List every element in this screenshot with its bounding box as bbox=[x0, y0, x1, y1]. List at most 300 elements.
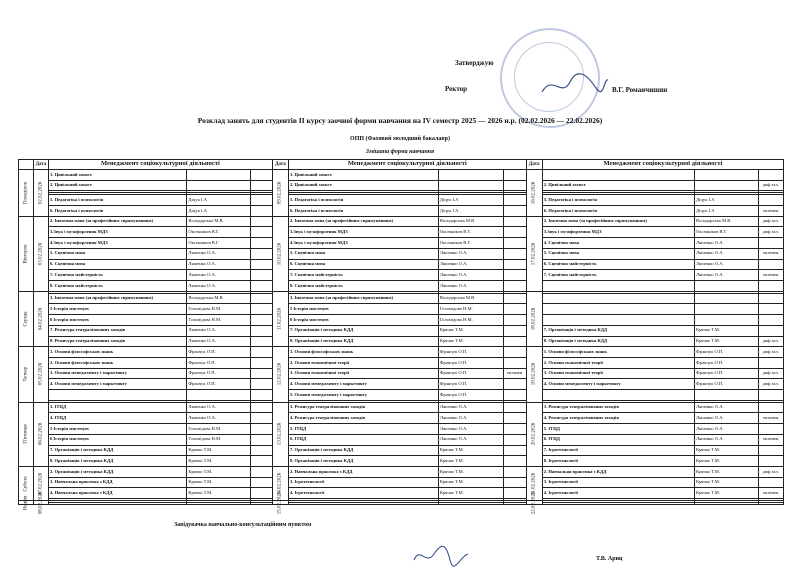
lesson-note bbox=[250, 248, 272, 259]
lesson-teacher: Ляшенко О.А. bbox=[695, 238, 758, 249]
lesson-teacher: Ляшенко О.А. bbox=[187, 336, 250, 347]
lesson-teacher: Франчук О.П. bbox=[695, 357, 758, 368]
table-row bbox=[19, 216, 784, 227]
lesson-note bbox=[250, 170, 272, 181]
lesson-note: диф.зал. bbox=[758, 347, 784, 358]
lesson-subject: 5. Основи менеджменту і маркетингу bbox=[288, 390, 438, 401]
lesson-note: диф.зал. bbox=[758, 336, 784, 347]
lesson-teacher: Ляшенко О.А. bbox=[695, 413, 758, 424]
lesson-note bbox=[758, 402, 784, 413]
lesson-note bbox=[503, 467, 526, 478]
lesson-note bbox=[503, 402, 526, 413]
lesson-note bbox=[503, 390, 526, 401]
lesson-subject: 1. Цивільний захист bbox=[288, 170, 438, 181]
table-row bbox=[19, 325, 784, 336]
lesson-note: екзамен bbox=[758, 434, 784, 445]
lesson-note bbox=[250, 347, 272, 358]
lesson-subject: 3. Основи економічної теорії bbox=[288, 368, 438, 379]
table-row bbox=[19, 456, 784, 467]
lesson-teacher: Крячко Т.М. bbox=[438, 488, 503, 499]
date-label: 04.02.2026 bbox=[38, 307, 44, 331]
date-label: 06.02.2026 bbox=[38, 423, 44, 446]
lesson-subject: 4. Ігротехнології bbox=[542, 488, 694, 499]
lesson-note bbox=[503, 270, 526, 281]
date-label: 08.02.2026 bbox=[38, 491, 44, 514]
lesson-note: екзамен bbox=[758, 270, 784, 281]
lesson-subject: 2. Цивільний захист bbox=[288, 180, 438, 191]
lesson-note: диф.зал. bbox=[758, 467, 784, 478]
lesson-subject bbox=[542, 304, 694, 315]
lesson-teacher: Діцук І.А bbox=[695, 205, 758, 216]
lesson-teacher: Франчук О.П. bbox=[438, 357, 503, 368]
lesson-subject: 6. Сценічна мова bbox=[48, 259, 186, 270]
header-specialty: Менеджмент соціокультурної діяльності bbox=[48, 160, 272, 170]
lesson-subject bbox=[542, 390, 694, 401]
lesson-note bbox=[250, 238, 272, 249]
lesson-subject: 6. Педагогіка і психологія bbox=[542, 205, 694, 216]
lesson-note bbox=[250, 424, 272, 435]
day-name-cell bbox=[19, 216, 34, 291]
lesson-subject: 1. Цивільний захист bbox=[48, 170, 186, 181]
date-label: 22.02.2026 bbox=[531, 491, 537, 514]
lesson-teacher: Ляшенко О.А. bbox=[187, 248, 250, 259]
lesson-subject: 2. Іноземна мова (за професійним спрямуванням) bbox=[48, 216, 186, 227]
lesson-note bbox=[758, 281, 784, 292]
lesson-note bbox=[758, 424, 784, 435]
lesson-subject: 5 Історія мистецтв bbox=[48, 304, 186, 315]
table-row bbox=[19, 170, 784, 181]
lesson-subject bbox=[48, 390, 186, 401]
lesson-note bbox=[758, 357, 784, 368]
table-row bbox=[19, 445, 784, 456]
lesson-teacher: Голомідова Н.М. bbox=[438, 315, 503, 326]
day-name: П'ятниця bbox=[23, 424, 29, 445]
rector-name: В.Г. Романчишин bbox=[612, 86, 668, 94]
lesson-note: екзамен bbox=[758, 205, 784, 216]
lesson-subject: 7. Ігротехнології bbox=[542, 445, 694, 456]
lesson-teacher: Оксенніков В.Г. bbox=[438, 227, 503, 238]
lesson-subject: 4. Сценічна мова bbox=[542, 238, 694, 249]
date-cell bbox=[272, 347, 288, 403]
lesson-subject: 2. Іноземна мова (за професійним спрямуванням) bbox=[542, 216, 694, 227]
lesson-note bbox=[503, 445, 526, 456]
lesson-teacher: Крячко Т.М. bbox=[695, 445, 758, 456]
lesson-subject: 5. ІТЦД bbox=[542, 424, 694, 435]
lesson-teacher: Голомідова Н.М. bbox=[187, 315, 250, 326]
lesson-subject bbox=[48, 503, 186, 505]
lesson-teacher: Крячко Т.М. bbox=[695, 325, 758, 336]
lesson-subject: 3.Звук і музофорлення МДЗ bbox=[288, 227, 438, 238]
date-label: 16.02.2026 bbox=[531, 181, 537, 205]
table-row bbox=[19, 402, 784, 413]
date-label: 15.02.2026 bbox=[277, 491, 283, 514]
lesson-subject: 6. Педагогіка і психологія bbox=[288, 205, 438, 216]
lesson-subject: 7. Організація і методика КДД bbox=[542, 325, 694, 336]
lesson-subject: 8. Сценічна майстерність bbox=[288, 281, 438, 292]
lesson-subject bbox=[542, 315, 694, 326]
table-row bbox=[19, 248, 784, 259]
lesson-teacher: Ляшенко О.А. bbox=[438, 413, 503, 424]
lesson-note bbox=[503, 293, 526, 304]
lesson-teacher: Володарська М.В. bbox=[695, 216, 758, 227]
date-cell bbox=[526, 216, 542, 291]
lesson-note bbox=[250, 379, 272, 390]
day-name: Субота bbox=[23, 476, 29, 492]
lesson-subject: 4. Навчальна практика з КДД bbox=[48, 488, 186, 499]
date-cell bbox=[33, 216, 48, 291]
lesson-teacher: Оксенніков В.Г. bbox=[695, 227, 758, 238]
lesson-subject: 2. Основи економічної теорії bbox=[288, 357, 438, 368]
lesson-note bbox=[503, 259, 526, 270]
lesson-subject: 3. Ігротехнології bbox=[542, 477, 694, 488]
lesson-note bbox=[758, 170, 784, 181]
lesson-subject: 8. Сценічна майстерність bbox=[48, 281, 186, 292]
lesson-teacher bbox=[187, 503, 250, 505]
lesson-teacher: Володарська М.В. bbox=[187, 216, 250, 227]
date-label: 12.02.2026 bbox=[277, 363, 283, 386]
lesson-note bbox=[503, 325, 526, 336]
footer-head-name: Т.В. Ариц bbox=[596, 556, 623, 562]
date-cell bbox=[272, 170, 288, 217]
date-cell bbox=[33, 347, 48, 403]
lesson-subject: 5. Сценічна мова bbox=[542, 248, 694, 259]
lesson-subject bbox=[542, 170, 694, 181]
table-row bbox=[19, 477, 784, 488]
date-cell bbox=[33, 402, 48, 466]
lesson-note bbox=[250, 434, 272, 445]
program-label: ОПП (Фаховий молодший бакалавр) bbox=[350, 136, 450, 142]
table-row bbox=[19, 238, 784, 249]
table-row bbox=[19, 315, 784, 326]
lesson-subject: 1. Основи філософських знань bbox=[288, 347, 438, 358]
lesson-note: екзамен bbox=[758, 488, 784, 499]
lesson-teacher: Оксенніков В.Г. bbox=[187, 238, 250, 249]
lesson-note bbox=[503, 281, 526, 292]
lesson-note bbox=[250, 402, 272, 413]
lesson-note bbox=[503, 357, 526, 368]
lesson-subject: 2. Основи філософських знань bbox=[48, 357, 186, 368]
lesson-teacher: Крячко Т.М. bbox=[438, 456, 503, 467]
table-row bbox=[19, 293, 784, 304]
lesson-teacher: Крячко Т.М. bbox=[695, 467, 758, 478]
lesson-subject: 6. Сценічна мова bbox=[288, 259, 438, 270]
lesson-note bbox=[503, 503, 526, 505]
lesson-subject: 5. Сценічна мова bbox=[48, 248, 186, 259]
lesson-teacher bbox=[695, 503, 758, 505]
day-name: Середа bbox=[23, 311, 29, 327]
lesson-teacher: Ляшенко О.А. bbox=[187, 270, 250, 281]
lesson-teacher bbox=[695, 293, 758, 304]
lesson-subject: 6 Історія мистецтв bbox=[48, 434, 186, 445]
lesson-teacher: Крячко Т.М. bbox=[187, 477, 250, 488]
lesson-note bbox=[503, 248, 526, 259]
lesson-teacher: Володарська М.В. bbox=[438, 216, 503, 227]
lesson-teacher bbox=[187, 390, 250, 401]
lesson-note bbox=[250, 205, 272, 216]
lesson-teacher: Ляшенко О.А. bbox=[438, 281, 503, 292]
lesson-teacher: Франчук О.П. bbox=[438, 379, 503, 390]
lesson-subject bbox=[542, 503, 694, 505]
lesson-subject: 6 Історія мистецтв bbox=[48, 315, 186, 326]
lesson-subject: 8. Організація і методика КДД bbox=[288, 336, 438, 347]
lesson-subject: 5. Педагогіка і психологія bbox=[48, 195, 186, 206]
lesson-subject: 4. Режисура театралізованих заходів bbox=[542, 413, 694, 424]
lesson-subject: 7. Організація і методика КДД bbox=[288, 445, 438, 456]
lesson-teacher: Ляшенко О.А. bbox=[438, 270, 503, 281]
lesson-subject: 5. Педагогіка і психологія bbox=[288, 195, 438, 206]
lesson-note bbox=[250, 336, 272, 347]
date-label: 02.02.2026 bbox=[38, 181, 44, 205]
lesson-teacher: Франчук О.П. bbox=[695, 347, 758, 358]
lesson-subject: 2. Навчальна практика з КДД bbox=[542, 467, 694, 478]
header-date: Дата bbox=[526, 160, 542, 170]
lesson-teacher bbox=[695, 315, 758, 326]
lesson-subject: 3. Навчальна практика з КДД bbox=[48, 477, 186, 488]
table-row bbox=[19, 227, 784, 238]
lesson-teacher: Ляшенко О.А. bbox=[695, 434, 758, 445]
lesson-teacher: Ляшенко О.А. bbox=[695, 402, 758, 413]
lesson-subject: 2. Цивільний захист bbox=[542, 180, 694, 191]
date-label: 11.02.2026 bbox=[277, 307, 283, 331]
table-row bbox=[19, 379, 784, 390]
lesson-subject: 3. Основи менеджменту і маркетингу bbox=[48, 368, 186, 379]
lesson-teacher: Ляшенко О.А. bbox=[695, 259, 758, 270]
date-cell bbox=[526, 170, 542, 217]
lesson-subject: 7. Режисура театралізованих заходів bbox=[48, 325, 186, 336]
lesson-subject bbox=[288, 503, 438, 505]
lesson-teacher bbox=[695, 390, 758, 401]
table-row bbox=[19, 368, 784, 379]
lesson-subject: 2. Навчальна практика з КДД bbox=[288, 467, 438, 478]
lesson-note bbox=[503, 456, 526, 467]
lesson-subject: 6. Сценічна майстерність bbox=[542, 259, 694, 270]
header-specialty: Менеджмент соціокультурної діяльності bbox=[288, 160, 526, 170]
lesson-subject: 2. Основи економічної теорії bbox=[542, 357, 694, 368]
day-name-cell bbox=[19, 495, 34, 510]
lesson-teacher: Франчук О.П. bbox=[187, 379, 250, 390]
schedule-table bbox=[18, 159, 784, 514]
lesson-subject: 3. Основи економічної теорії bbox=[542, 368, 694, 379]
lesson-teacher: Ляшенко О.А. bbox=[695, 424, 758, 435]
lesson-teacher: Крячко Т.М. bbox=[438, 325, 503, 336]
lesson-note bbox=[250, 357, 272, 368]
lesson-teacher: Крячко Т.М. bbox=[438, 467, 503, 478]
lesson-subject: 2. Цивільний захист bbox=[48, 180, 186, 191]
lesson-teacher: Крячко Т.М. bbox=[695, 336, 758, 347]
lesson-subject: 4. Режисура театралізованих заходів bbox=[288, 413, 438, 424]
lesson-subject: 1. Основи філософських знань bbox=[48, 347, 186, 358]
lesson-teacher: Володарська М.В. bbox=[187, 293, 250, 304]
lesson-note bbox=[250, 368, 272, 379]
form-label: Змішана форма навчання bbox=[365, 149, 435, 155]
lesson-note bbox=[503, 488, 526, 499]
table-row bbox=[19, 390, 784, 401]
date-label: 05.02.2026 bbox=[38, 363, 44, 386]
lesson-teacher: Ляшенко О.А. bbox=[187, 413, 250, 424]
lesson-subject: 4. Основи менеджменту і маркетингу bbox=[288, 379, 438, 390]
lesson-note bbox=[250, 488, 272, 499]
lesson-subject: 6. ІТЦД bbox=[288, 434, 438, 445]
lesson-teacher: Ляшенко О.А. bbox=[438, 259, 503, 270]
lesson-subject: 7. Сценічна майстерність bbox=[542, 270, 694, 281]
lesson-teacher bbox=[438, 503, 503, 505]
lesson-note bbox=[758, 293, 784, 304]
lesson-subject bbox=[542, 281, 694, 292]
lesson-note bbox=[250, 259, 272, 270]
date-label: 13.02.2026 bbox=[277, 423, 283, 446]
lesson-teacher: Крячко Т.М. bbox=[438, 336, 503, 347]
lesson-subject: 3.Звук і музофорлення МДЗ bbox=[542, 227, 694, 238]
lesson-note bbox=[758, 477, 784, 488]
lesson-subject: 5 Історія мистецтв bbox=[288, 304, 438, 315]
lesson-teacher: Оксенніков В.Г. bbox=[187, 227, 250, 238]
date-label: 20.02.2026 bbox=[531, 423, 537, 446]
day-name: Понеділок bbox=[23, 181, 29, 204]
header-day bbox=[19, 160, 34, 170]
lesson-note bbox=[503, 347, 526, 358]
date-cell bbox=[33, 491, 48, 514]
lesson-note bbox=[758, 238, 784, 249]
lesson-note bbox=[250, 293, 272, 304]
lesson-note bbox=[250, 180, 272, 191]
lesson-teacher: Франчук О.П. bbox=[438, 368, 503, 379]
lesson-note bbox=[503, 434, 526, 445]
table-row bbox=[19, 304, 784, 315]
lesson-subject: 3.Звук і музофорлення МДЗ bbox=[48, 227, 186, 238]
lesson-teacher: Ляшенко О.А. bbox=[438, 248, 503, 259]
lesson-subject: 4.Звук і музофорлення МДЗ bbox=[288, 238, 438, 249]
lesson-subject: 4. Ігротехнології bbox=[288, 488, 438, 499]
lesson-subject bbox=[542, 293, 694, 304]
lesson-teacher: Франчук О.П. bbox=[187, 357, 250, 368]
lesson-note bbox=[503, 216, 526, 227]
day-name: Четвер bbox=[23, 367, 29, 382]
lesson-subject: 4. Основи менеджменту і маркетингу bbox=[48, 379, 186, 390]
lesson-teacher: Діцук І.А bbox=[695, 195, 758, 206]
lesson-teacher bbox=[438, 170, 503, 181]
lesson-teacher: Ляшенко О.А. bbox=[187, 325, 250, 336]
lesson-subject: 7. Організація і методика КДД bbox=[48, 445, 186, 456]
table-row bbox=[19, 467, 784, 478]
lesson-teacher: Діцук І.А bbox=[187, 205, 250, 216]
lesson-teacher: Крячко Т.М. bbox=[187, 445, 250, 456]
lesson-note bbox=[250, 413, 272, 424]
lesson-teacher: Крячко Т.М. bbox=[695, 477, 758, 488]
header-date: Дата bbox=[272, 160, 288, 170]
lesson-teacher: Ляшенко О.А. bbox=[187, 402, 250, 413]
lesson-teacher: Ляшенко О.А. bbox=[438, 434, 503, 445]
lesson-note: екзамен bbox=[503, 368, 526, 379]
lesson-teacher: Крячко Т.М. bbox=[438, 477, 503, 488]
lesson-note bbox=[503, 477, 526, 488]
date-label: 17.02.2026 bbox=[531, 242, 537, 265]
lesson-subject: 7. Організація і методика КДД bbox=[288, 325, 438, 336]
lesson-teacher: Ляшенко О.А. bbox=[187, 281, 250, 292]
approve-label: Затверджую bbox=[455, 59, 494, 67]
lesson-subject: 4.Звук і музофорлення МДЗ bbox=[48, 238, 186, 249]
lesson-note bbox=[503, 413, 526, 424]
lesson-teacher: Франчук О.П. bbox=[695, 379, 758, 390]
lesson-note bbox=[250, 467, 272, 478]
lesson-teacher: Голомідова Н.М. bbox=[438, 304, 503, 315]
lesson-note bbox=[758, 390, 784, 401]
lesson-teacher bbox=[695, 180, 758, 191]
table-header-row bbox=[19, 160, 784, 170]
lesson-teacher: Голомідова Н.М. bbox=[187, 304, 250, 315]
lesson-teacher: Крячко Т.М. bbox=[187, 467, 250, 478]
lesson-note bbox=[250, 477, 272, 488]
lesson-note bbox=[503, 238, 526, 249]
lesson-teacher bbox=[187, 170, 250, 181]
lesson-note bbox=[758, 503, 784, 505]
lesson-subject: 5. Педагогіка і психологія bbox=[542, 195, 694, 206]
lesson-note bbox=[250, 325, 272, 336]
table-row bbox=[19, 503, 784, 505]
day-name: Вівторок bbox=[23, 244, 29, 264]
lesson-subject: 4. ІТЦД bbox=[48, 413, 186, 424]
lesson-subject: 7. Сценічна майстерність bbox=[48, 270, 186, 281]
lesson-teacher: Голомідова Н.М. bbox=[187, 434, 250, 445]
lesson-teacher: Оксенніков В.Г. bbox=[438, 238, 503, 249]
day-name: Неділя bbox=[23, 495, 29, 510]
lesson-note bbox=[250, 390, 272, 401]
date-cell bbox=[526, 491, 542, 514]
date-label: 09.02.2026 bbox=[277, 181, 283, 205]
lesson-note bbox=[250, 281, 272, 292]
lesson-subject: 2. Організація і методика КДД bbox=[48, 467, 186, 478]
lesson-note bbox=[503, 205, 526, 216]
lesson-subject: 5. Сценічна мова bbox=[288, 248, 438, 259]
lesson-note: диф.зал. bbox=[758, 379, 784, 390]
date-cell bbox=[33, 291, 48, 347]
lesson-teacher bbox=[187, 180, 250, 191]
lesson-subject: 6. ІТЦД bbox=[542, 434, 694, 445]
lesson-note bbox=[503, 180, 526, 191]
lesson-teacher: Ляшенко О.А. bbox=[187, 259, 250, 270]
lesson-subject: 6 Історія мистецтв bbox=[288, 315, 438, 326]
date-cell bbox=[526, 291, 542, 347]
table-row bbox=[19, 270, 784, 281]
lesson-teacher: Діцук І.А bbox=[438, 205, 503, 216]
lesson-subject: 3. Ігротехнології bbox=[288, 477, 438, 488]
day-name-cell bbox=[19, 170, 34, 217]
footer-signature bbox=[410, 540, 470, 570]
table-row bbox=[19, 434, 784, 445]
day-name-cell bbox=[19, 347, 34, 403]
lesson-teacher: Ляшенко О.А. bbox=[695, 248, 758, 259]
lesson-note: екзамен bbox=[758, 413, 784, 424]
date-label: 18.02.2026 bbox=[531, 307, 537, 331]
lesson-note bbox=[503, 304, 526, 315]
table-row bbox=[19, 205, 784, 216]
lesson-teacher: Франчук О.П. bbox=[438, 390, 503, 401]
table-row bbox=[19, 488, 784, 499]
lesson-note: диф.зал. bbox=[758, 368, 784, 379]
date-cell bbox=[272, 402, 288, 466]
date-label: 07.02.2026 bbox=[38, 472, 44, 495]
rector-signature bbox=[540, 70, 610, 100]
lesson-teacher bbox=[438, 180, 503, 191]
lesson-note bbox=[250, 456, 272, 467]
lesson-subject: 8. Режисура театралізованих заходів bbox=[48, 336, 186, 347]
lesson-teacher: Ляшенко О.А. bbox=[438, 402, 503, 413]
lesson-note bbox=[250, 195, 272, 206]
date-cell bbox=[526, 402, 542, 466]
header-specialty: Менеджмент соціокультурної діяльності bbox=[542, 160, 783, 170]
page-title: Розклад занять для студентів II курсу заочної форми навчання на IV семестр 2025 — 2026 н.р. (02.02.2026 — 22.02.2026) bbox=[197, 116, 603, 125]
lesson-teacher: Крячко Т.М. bbox=[187, 488, 250, 499]
table-row bbox=[19, 336, 784, 347]
